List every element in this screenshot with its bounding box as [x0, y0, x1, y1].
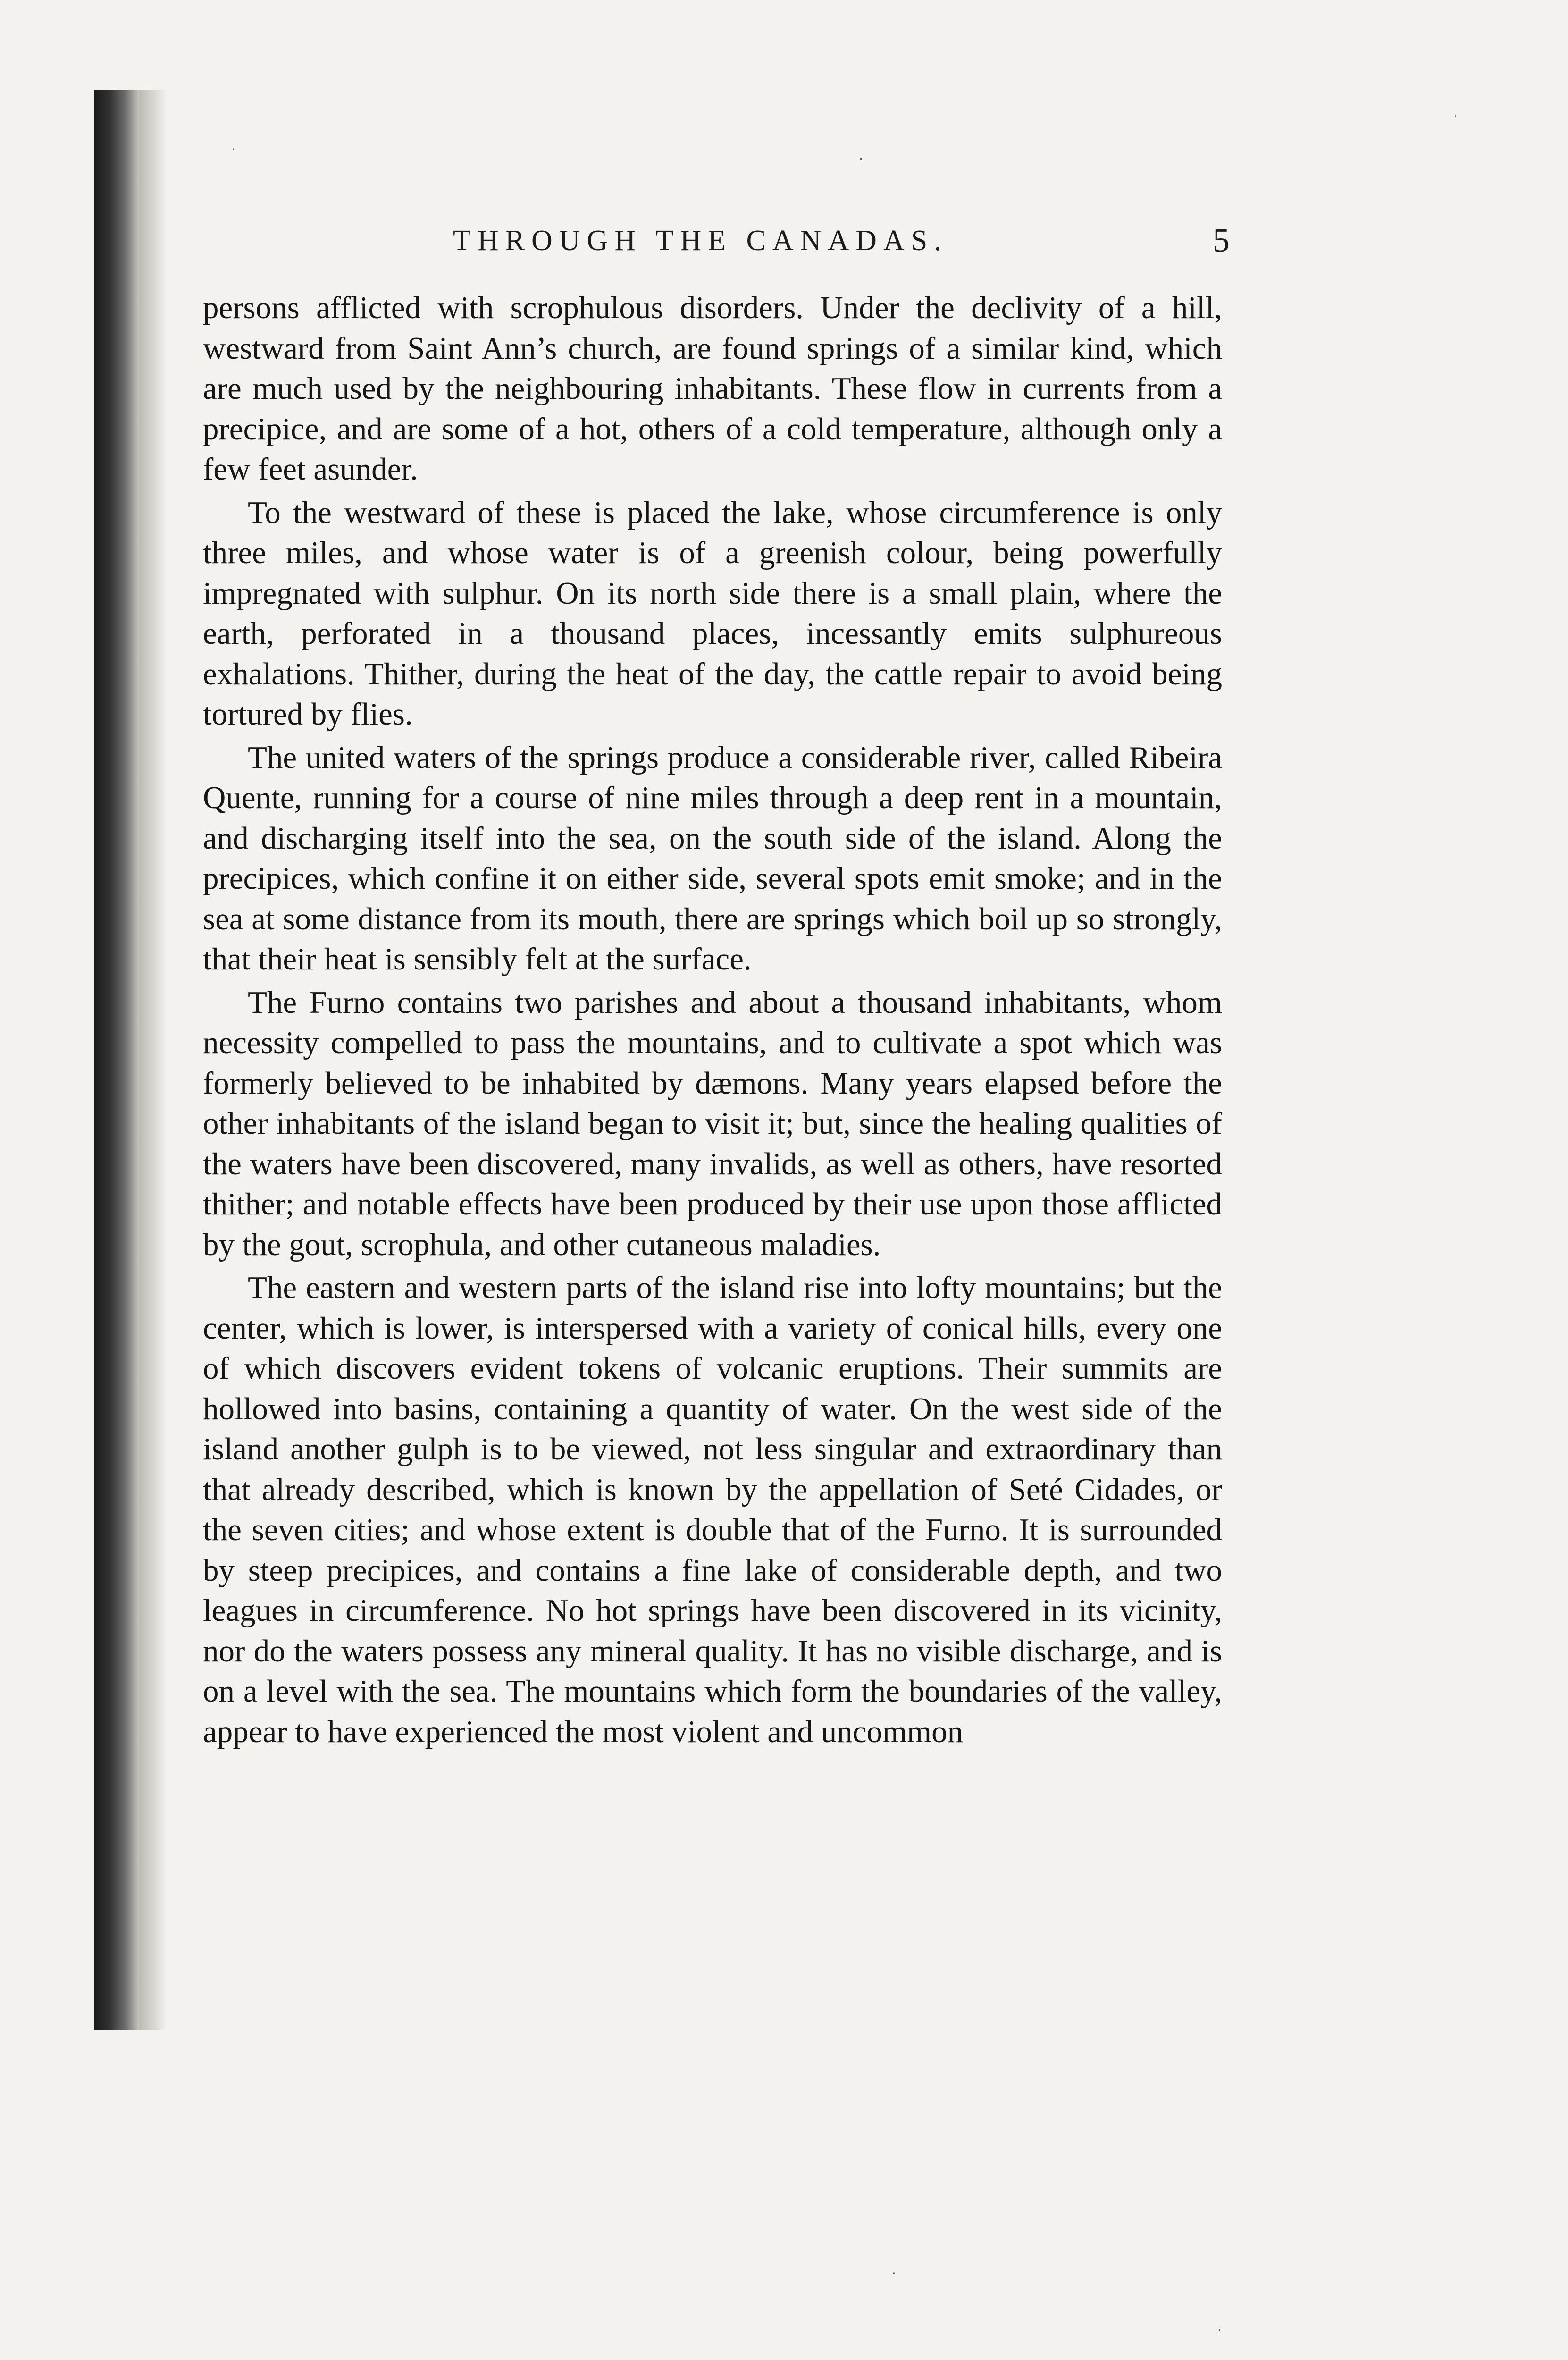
print-speck: ·: [1453, 109, 1458, 124]
paragraph: persons afflicted with scrophulous disorders. Under the declivity of a hill, westward from Saint Ann’s church, are found springs of a similar kind, which are much used by the neighbouring inhabitants. These flow in currents from a precipice, and are some of a hot, others of a cold temperature, although only a few feet asunder.: [203, 290, 1222, 487]
body-text: [203, 288, 1222, 1752]
page-number: 5: [1213, 221, 1230, 259]
paragraph: The united waters of the springs produce a considerable river, called Ribeira Quente, running for a course of nine miles through a deep rent in a mountain, and discharging itself into the sea, on the south side of the island. Along the precipices, which confine it on either side, several spots emit smoke; and in the sea at some distance from its mouth, there are springs which boil up so strongly, that their heat is sensibly felt at the surface.: [203, 740, 1222, 977]
paragraph: The eastern and western parts of the island rise into lofty mountains; but the center, which is lower, is interspersed with a variety of conical hills, every one of which discovers evident tokens of volcanic eruptions. Their summits are hollowed into basins, containing a quantity of water. On the west side of the island another gulph is to be viewed, not less singular and extraordinary than that already described, which is known by the appellation of Seté Cidades, or the seven cities; and whose extent is double that of the Furno. It is surrounded by steep precipices, and contains a fine lake of considerable depth, and two leagues in circumference. No hot springs have been discovered in its vicinity, nor do the waters possess any mineral quality. It has no visible discharge, and is on a level with the sea. The mountains which form the boundaries of the valley, appear to have experienced the most violent and uncommon: [203, 1270, 1222, 1749]
print-speck: ·: [859, 151, 863, 167]
print-speck: ·: [1217, 2322, 1222, 2338]
binding-gutter: [94, 90, 139, 2030]
paragraph: To the westward of these is placed the lake, whose circumference is only three miles, and whose water is of a greenish colour, being powerfully impregnated with sulphur. On its north side there is a small plain, where the earth, perforated in a thousand places, incessantly emits sulphureous exhalations. Thither, during the heat of the day, the cattle repair to avoid being tortured by flies.: [203, 495, 1222, 732]
binding-shadow: [139, 90, 168, 2030]
running-header: THROUGH THE CANADAS.: [453, 225, 948, 257]
print-speck: ·: [892, 2266, 896, 2281]
paragraph: The Furno contains two parishes and about a thousand inhabitants, whom necessity compelled to pass the mountains, and to cultivate a spot which was formerly believed to be inhabited by dæmons. Many years elapsed before the other inhabitants of the island began to visit it; but, since the healing qualities of the waters have been discovered, many invalids, as well as others, have resorted thither; and notable effects have been produced by their use upon those afflicted by the gout, scrophula, and other cutaneous maladies.: [203, 985, 1222, 1262]
print-speck: ·: [231, 142, 235, 157]
